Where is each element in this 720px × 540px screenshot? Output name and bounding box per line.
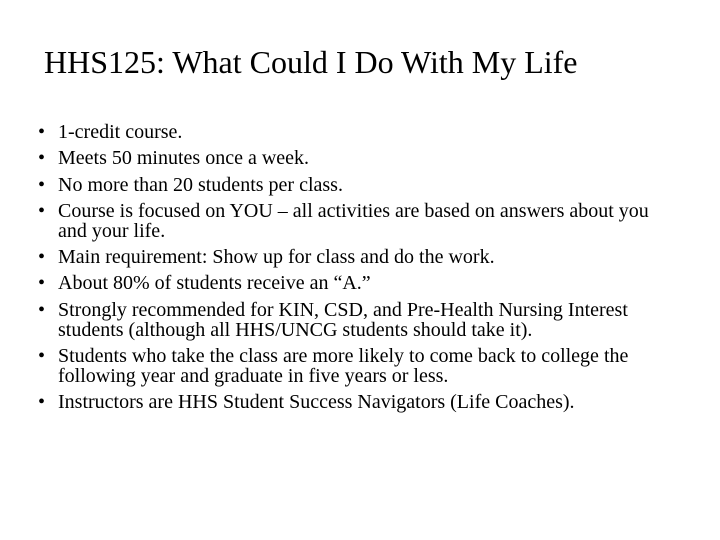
bullet-text: Course is focused on YOU – all activities are based on answers about you and your life.: [58, 199, 649, 242]
bullet-item: [38, 148, 678, 168]
bullet-glyph: •: [38, 246, 46, 269]
bullet-text: Instructors are HHS Student Success Navigators (Life Coaches).: [58, 391, 575, 414]
bullet-text: 1-credit course.: [58, 121, 183, 143]
bullet-item: [38, 122, 678, 142]
bullet-glyph: •: [38, 173, 46, 196]
bullet-glyph: •: [38, 147, 46, 170]
bullet-text: Strongly recommended for KIN, CSD, and Pre-Health Nursing Interest students (although all HHS/UNCG students should take it).: [58, 298, 628, 341]
bullet-text: Students who take the class are more likely to come back to college the following year and graduate in five years or less.: [58, 345, 629, 388]
bullet-glyph: •: [38, 199, 46, 222]
bullet-item: [38, 300, 678, 340]
bullet-item: [38, 273, 678, 293]
bullet-glyph: •: [38, 298, 46, 321]
bullet-glyph: •: [38, 272, 46, 295]
bullet-list: [38, 122, 678, 419]
bullet-item: [38, 247, 678, 267]
bullet-item: [38, 175, 678, 195]
bullet-text: No more than 20 students per class.: [58, 173, 343, 196]
bullet-text: Meets 50 minutes once a week.: [58, 147, 310, 170]
bullet-item: [38, 346, 678, 386]
bullet-item: [38, 201, 678, 241]
bullet-glyph: •: [38, 345, 46, 368]
bullet-item: [38, 392, 678, 412]
bullet-text: Main requirement: Show up for class and do the work.: [58, 246, 495, 269]
bullet-glyph: •: [38, 391, 46, 414]
bullet-text: About 80% of students receive an “A.”: [58, 272, 371, 295]
slide-title: HHS125: What Could I Do With My Life: [44, 44, 578, 80]
bullet-glyph: •: [38, 121, 46, 143]
